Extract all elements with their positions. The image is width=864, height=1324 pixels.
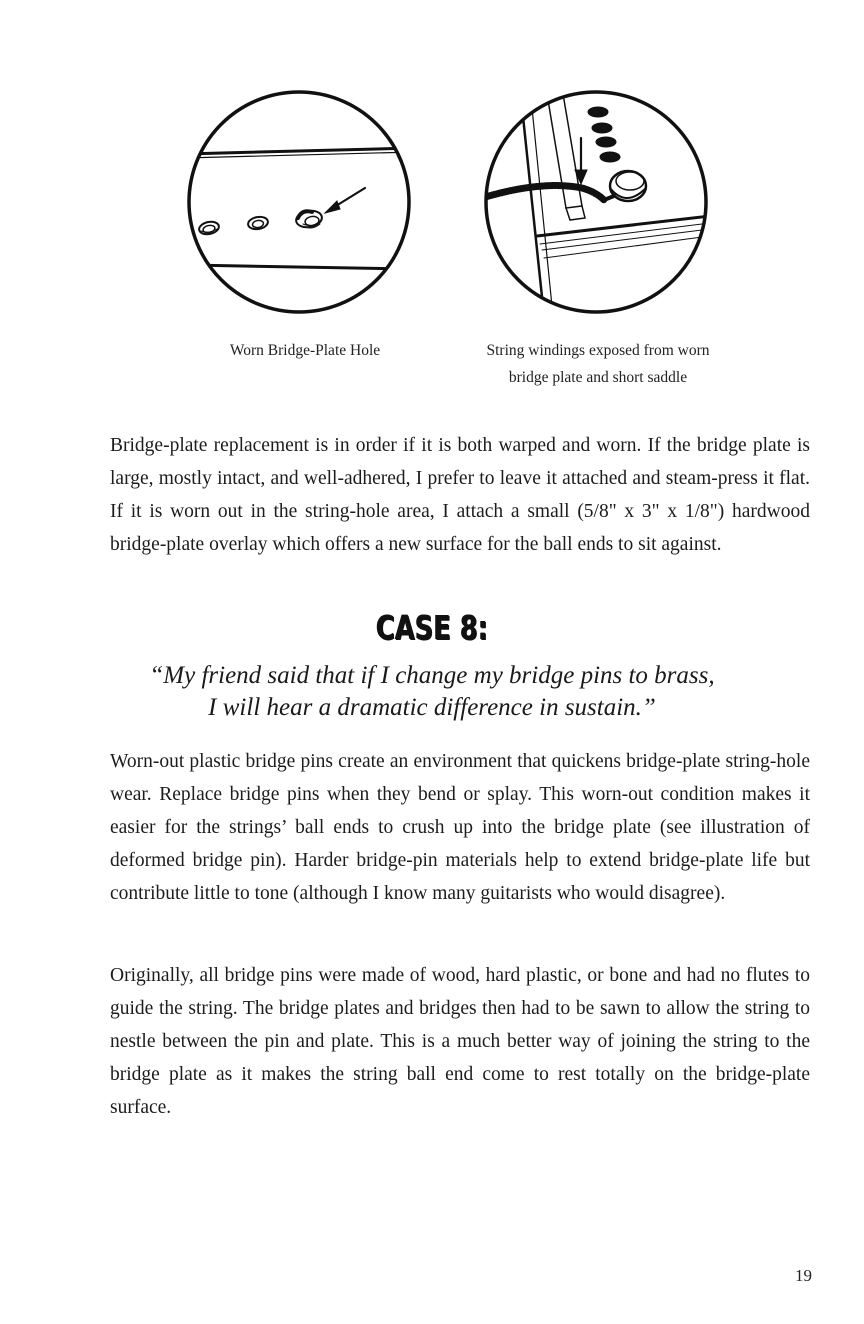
paragraph-bridge-pins-wear: Worn-out plastic bridge pins create an environment that quickens bridge-plate string-hole wear. Replace bridge pins when they bend or splay. This worn-out condition makes it easier for the strings’ ball ends to crush up into the bridge plate (see illustration of deformed bridge pin). Harder bridge-pin materials help to extend bridge-plate life but contribute little to tone (although I know many guitarists who would disagree).	[110, 751, 810, 904]
string-windings-illustration	[482, 88, 710, 316]
right-figure-caption: String windings exposed from worn bridge plate and short saddle	[486, 342, 710, 386]
left-figure-caption: Worn Bridge-Plate Hole	[229, 342, 381, 359]
page-number: 19	[795, 1266, 812, 1285]
case-quote: “My friend said that if I change my bridge pins to brass, I will hear a dramatic difference in sustain.”	[149, 662, 715, 721]
case-heading: CASE 8:	[375, 608, 489, 647]
paragraph-bridge-plate-replacement: Bridge-plate replacement is in order if it is both warped and worn. If the bridge plate is large, mostly intact, and well-adhered, I prefer to leave it attached and steam-press it flat. If it is worn out in the string-hole area, I attach a small (5/8" x 3" x 1/8") hardwood bridge-plate overlay which offers a new surface for the ball ends to sit against.	[110, 435, 810, 555]
worn-bridge-plate-hole-illustration	[185, 88, 413, 316]
paragraph-bridge-pins-history: Originally, all bridge pins were made of wood, hard plastic, or bone and had no flutes to guide the string. The bridge plates and bridges then had to be sawn to allow the string to nestle between the pin and plate. This is a much better way of joining the string to the bridge plate as it makes the string ball end come to rest totally on the bridge-plate surface.	[110, 965, 810, 1118]
